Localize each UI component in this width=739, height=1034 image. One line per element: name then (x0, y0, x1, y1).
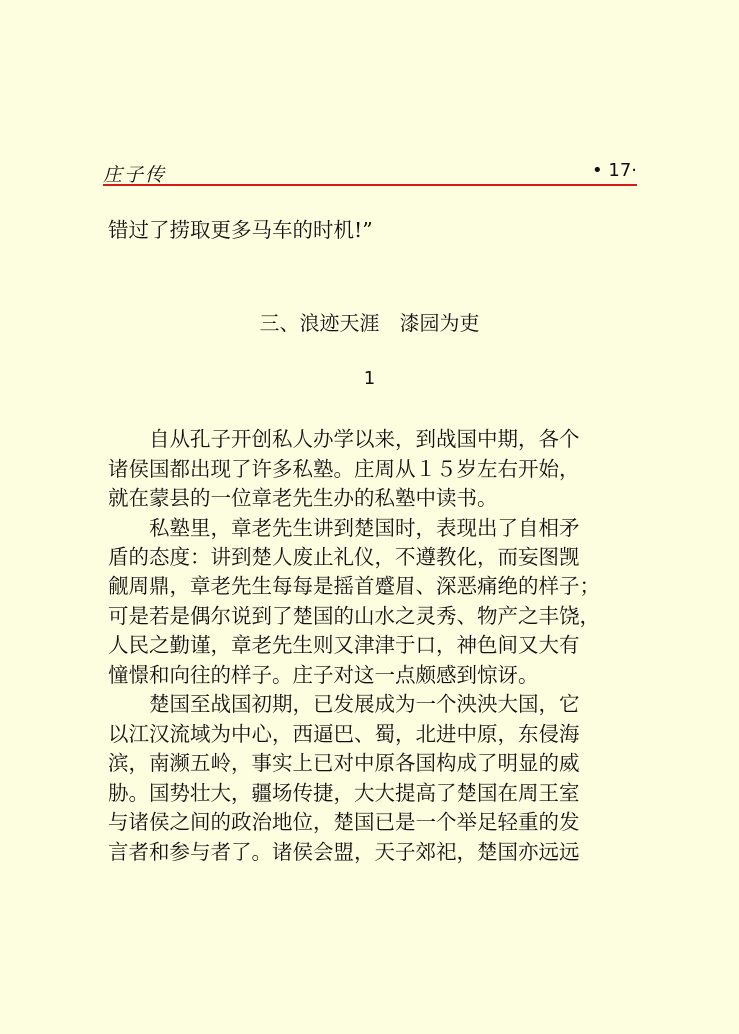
paragraph-line: 盾的态度：讲到楚人废止礼仪，不遵教化，而妄图觊 (108, 545, 580, 569)
running-header (103, 158, 637, 186)
paragraph-line: 楚国至战国初期，已发展成为一个泱泱大国，它 (149, 692, 580, 716)
section-title: 三、浪迹天涯 漆园为吏 (259, 311, 480, 335)
paragraph-line: 觎周鼎，章老先生每每是摇首蹙眉、深恶痛绝的样子； (108, 574, 600, 598)
paragraph-line: 滨，南濒五岭，事实上已对中原各国构成了明显的威 (108, 751, 580, 775)
paragraph-line: 胁。国势壮大，疆场传捷，大大提高了楚国在周王室 (108, 781, 580, 805)
paragraph-line: 憧憬和向往的样子。庄子对这一点颇感到惊讶。 (108, 663, 539, 687)
header-book-title: 庄子传 (103, 164, 167, 186)
paragraph-line: 人民之勤谨，章老先生则又津津于口，神色间又大有 (108, 633, 580, 657)
paragraph-line: 私塾里，章老先生讲到楚国时，表现出了自相矛 (149, 516, 580, 540)
paragraph-line: 诸侯国都出现了许多私塾。庄周从１５岁左右开始， (108, 457, 580, 481)
section-number: 1 (363, 368, 376, 389)
header-page-number: • 17· (592, 160, 637, 181)
paragraph-line: 就在蒙县的一位章老先生办的私塾中读书。 (108, 486, 498, 510)
lead-line: 错过了捞取更多马车的时机!” (108, 218, 373, 242)
paragraph-line: 与诸侯之间的政治地位，楚国已是一个举足轻重的发 (108, 810, 580, 834)
paragraph-line: 自从孔子开创私人办学以来，到战国中期，各个 (149, 427, 580, 451)
paragraph-line: 以江汉流域为中心，西逼巴、蜀，北进中原，东侵海 (108, 722, 580, 746)
paragraph-line: 言者和参与者了。诸侯会盟，天子郊祀，楚国亦远远 (108, 840, 580, 864)
paragraph-line: 可是若是偶尔说到了楚国的山水之灵秀、物产之丰饶， (108, 604, 600, 628)
